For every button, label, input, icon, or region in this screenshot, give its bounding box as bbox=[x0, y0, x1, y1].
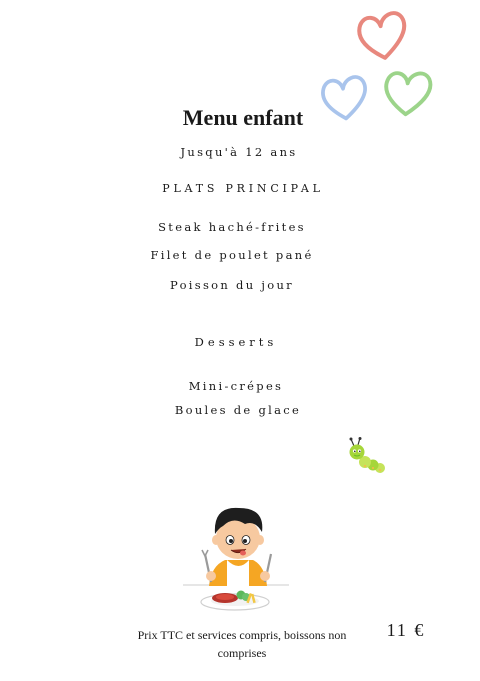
heart-red-icon bbox=[352, 6, 412, 66]
menu-price: 11 € bbox=[386, 620, 426, 640]
caterpillar-icon bbox=[346, 438, 386, 474]
section-main-dishes: PLATS PRINCIPAL bbox=[162, 182, 324, 195]
menu-subtitle: Jusqu'à 12 ans bbox=[180, 145, 298, 159]
menu-item: Filet de poulet pané bbox=[150, 248, 314, 262]
dessert-item: Mini-crépes bbox=[188, 379, 284, 393]
dessert-item: Boules de glace bbox=[174, 403, 302, 417]
price-note: Prix TTC et services compris, boissons non comprises bbox=[137, 628, 347, 660]
menu-item: Poisson du jour bbox=[170, 278, 294, 292]
menu-item: Steak haché-frites bbox=[158, 220, 306, 234]
boy-eating-illustration bbox=[183, 498, 293, 612]
menu-title: Menu enfant bbox=[182, 105, 304, 130]
section-desserts: Desserts bbox=[194, 335, 278, 349]
